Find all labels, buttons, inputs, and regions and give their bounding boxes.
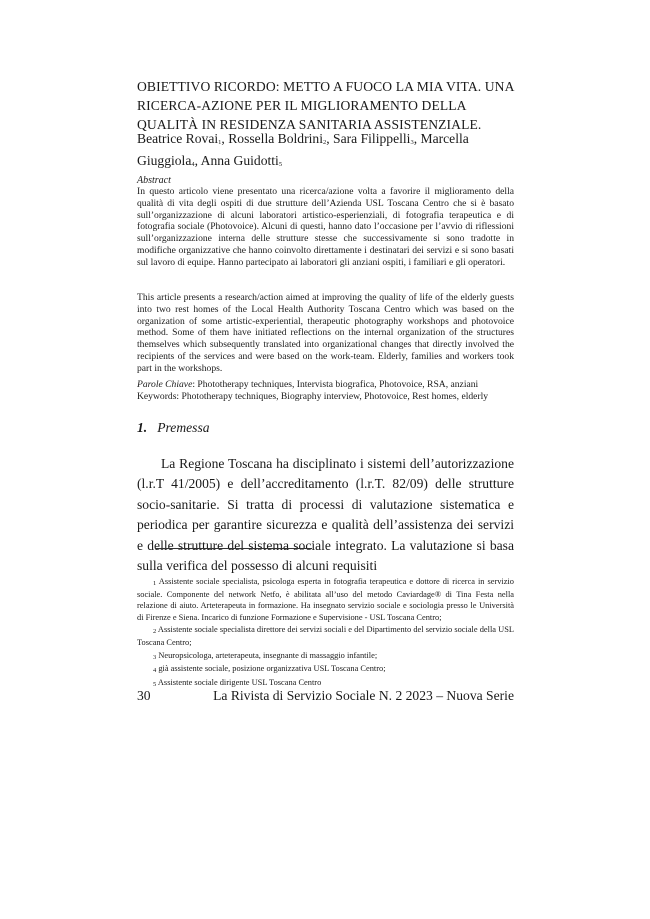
footnote-mark: 5 <box>278 161 283 168</box>
section-title: Premessa <box>157 420 210 435</box>
author-list <box>137 129 514 173</box>
keywords-italian <box>137 379 514 391</box>
keywords-block <box>137 379 514 403</box>
author: Rossella Boldrini$^2$, <box>228 131 334 146</box>
footnote-divider <box>155 548 312 549</box>
footnote: $^4$ già assistente sociale, posizione organizzativa USL Toscana Centro; <box>153 664 386 675</box>
footnote-number: 3 <box>153 653 157 661</box>
footnote-mark: 3 <box>410 139 414 146</box>
footnote-mark: 4 <box>191 161 195 168</box>
body-text <box>137 454 514 576</box>
keywords-english: Keywords: Phototherapy techniques, Biography interview, Photovoice, Rest homes, elderly <box>137 390 489 402</box>
keywords-it-value: : Phototherapy techniques, Intervista biografica, Photovoice, RSA, anziani <box>192 379 479 390</box>
footnote-mark: 1 <box>218 139 222 146</box>
body-paragraph: La Regione Toscana ha disciplinato i sistemi dell’autorizzazione (l.r.T 41/2005) e dell’accreditamento (l.r.T. 82/09) delle strutture socio-sanitarie. Si tratta di processi di valutazione sistematica e periodica per garantire sicurezza e qualità dell’assistenza dei servizi e delle strutture del sistema sociale integrato. La valutazione si basa sulla verifica del possesso di alcuni requisiti <box>137 456 514 574</box>
abstract-label: Abstract <box>137 175 171 186</box>
footnote: $^3$ Neuropsicologa, arteterapeuta, insegnante di massaggio infantile; <box>153 650 378 661</box>
footnote: $^5$ Assistente sociale dirigente USL Toscana Centro <box>153 677 322 688</box>
author: Beatrice Rovai$^1$, <box>137 131 229 146</box>
keywords-it-label: Parole Chiave <box>137 379 193 390</box>
author: Marcella Giuggiola$^4$, <box>137 131 469 168</box>
page-number: 30 <box>137 688 151 703</box>
author: Anna Guidotti$^5$ <box>200 153 283 168</box>
abstract-english: This article presents a research/action aimed at improving the quality of life of the elderly guests into two rest homes of the Local Health Authority Toscana Centro which was based on the organization of some artistic-experiential, therapeutic photography workshops and photovoice method. Some of them have initiated reflections on the internal organization of the structures themselves which subsequently translated into organizational changes that directly involved the recipients of the services and were based on the work-team. Elderly, families and workers took part in the workshops. <box>137 292 514 374</box>
footnote-number: 5 <box>153 680 157 688</box>
footnote-number: 1 <box>153 580 157 587</box>
paper-title: OBIETTIVO RICORDO: METTO A FUOCO LA MIA VITA. UNA RICERCA-AZIONE PER IL MIGLIORAMENTO DELLA QUALITÀ IN RESIDENZA SANITARIA ASSISTENZIALE. <box>137 79 514 132</box>
footnote-number: 4 <box>153 667 157 675</box>
footnote-number: 2 <box>153 628 157 636</box>
footnote-mark: 2 <box>322 139 327 146</box>
abstract-italian: In questo articolo viene presentato una ricerca/azione volta a favorire il miglioramento della qualità di vita degli ospiti di due strutture dell’Azienda USL Toscana Centro che si è basato sull’organizzazione di alcuni laboratori artistico-esperienziali, di fotografia terapeutica e di fotografia sociale (Photovoice). Alcuni di questi, hanno dato l’occasione per l’avvio di riflessioni sull’organizzazione interna delle strutture stesse che successivamente si sono tradotte in modifiche organizzative che hanno coinvolto direttamente i destinatari dei servizi e si sono basati sul lavoro di equipe. Hanno partecipato ai laboratori gli anziani ospiti, i familiari e gli operatori. <box>137 186 514 268</box>
page-footer <box>137 688 514 706</box>
footnote: $^2$ Assistente sociale specialista direttore dei servizi sociali e del Dipartimento del servizio sociale della USL Toscana Centro; <box>137 625 514 647</box>
footnote: $^1$ Assistente sociale specialista, psicologa esperta in fotografia terapeutica e dottore di ricerca in servizio sociale. Componente del network Netfo, è abilitata all’uso del metodo Caviardage® di Tina Festa nella relazione di aiuto. Arteterapeuta in formazione. Ha insegnato servizio sociale e sociologia presso le Università di Firenze e Siena. Incarico di funzione Formazione e Supervisione - USL Toscana Centro; <box>137 577 514 622</box>
section-heading <box>137 420 514 436</box>
journal-name: La Rivista di Servizio Sociale N. 2 2023 – Nuova Serie <box>213 688 514 703</box>
footnotes <box>137 576 514 690</box>
author: Sara Filippelli$^3$, <box>333 131 421 146</box>
section-number: 1. <box>137 420 148 435</box>
